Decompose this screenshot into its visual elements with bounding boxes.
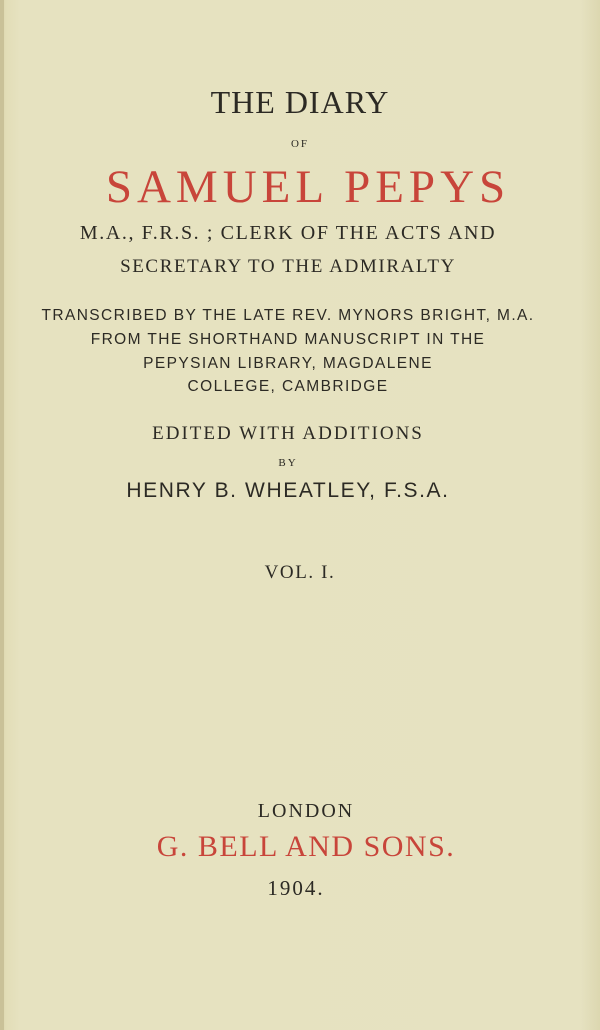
author-credentials-line-2: SECRETARY TO THE ADMIRALTY bbox=[120, 256, 456, 277]
author-name: SAMUEL PEPYS bbox=[105, 161, 511, 213]
publication-place: LONDON bbox=[257, 800, 355, 822]
publication-year: 1904. bbox=[267, 876, 325, 900]
publisher-name: G. BELL AND SONS. bbox=[156, 830, 456, 863]
volume-number: VOL. I. bbox=[264, 562, 336, 583]
of-connector: OF bbox=[290, 138, 310, 150]
editor-name: HENRY B. WHEATLEY, F.S.A. bbox=[126, 479, 450, 502]
transcription-line-1: TRANSCRIBED BY THE LATE REV. MYNORS BRIGHT, M.A. bbox=[41, 307, 535, 324]
transcription-line-4: COLLEGE, CAMBRIDGE bbox=[187, 378, 389, 395]
book-title: THE DIARY bbox=[210, 84, 390, 120]
transcription-line-3: PEPYSIAN LIBRARY, MAGDALENE bbox=[143, 355, 433, 372]
author-credentials-line-1: M.A., F.R.S. ; CLERK OF THE ACTS AND bbox=[79, 222, 497, 244]
by-connector: BY bbox=[278, 457, 298, 469]
transcription-line-2: FROM THE SHORTHAND MANUSCRIPT IN THE bbox=[90, 331, 486, 348]
edited-with-additions: EDITED WITH ADDITIONS bbox=[152, 423, 424, 444]
